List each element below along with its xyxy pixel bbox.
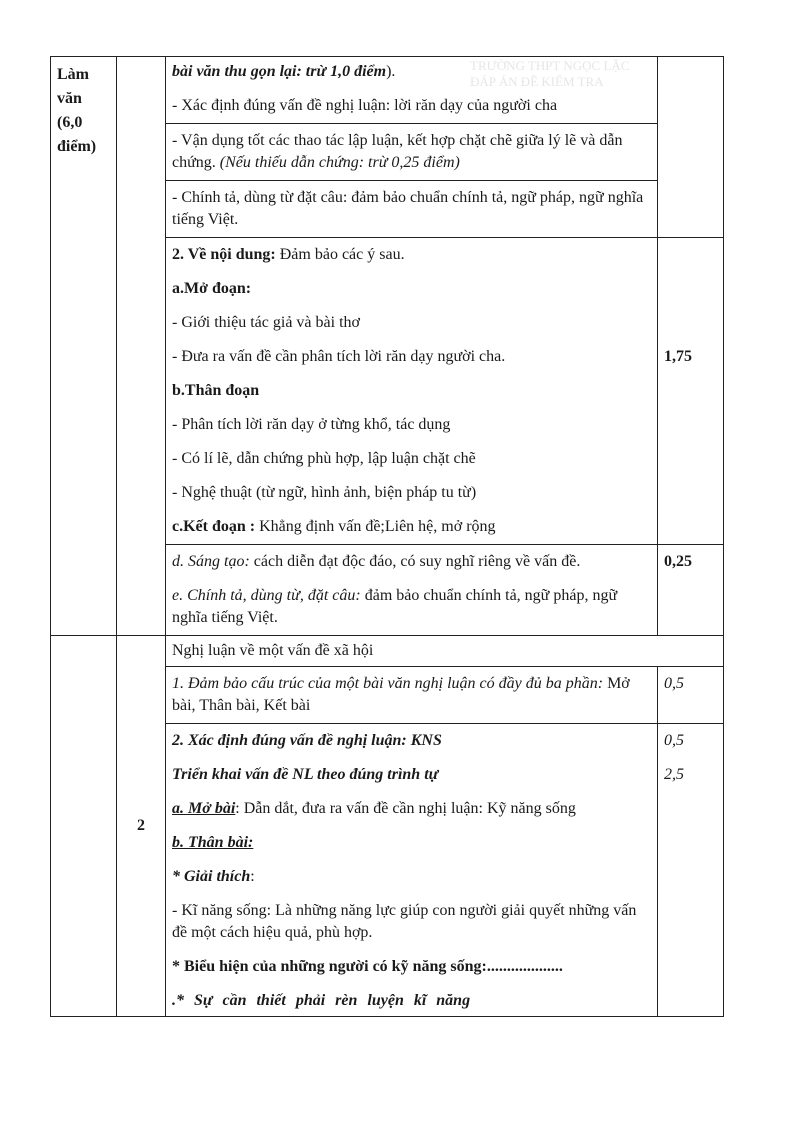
deduction-note: bài văn thu gọn lại: trừ 1,0 điểm	[172, 63, 387, 80]
content-cell	[166, 636, 724, 667]
table-row	[51, 57, 724, 124]
subheading: b. Thân bài:	[172, 834, 254, 851]
content-cell	[166, 238, 658, 545]
section-label-cell	[51, 636, 117, 1017]
subheading: * Biểu hiện của những người có kỹ năng sống:...................	[172, 958, 563, 975]
section-label: Làm văn (6,0 điểm)	[57, 66, 97, 155]
list-item: - Đưa ra vấn đề cần phân tích lời răn dạy người cha.	[172, 348, 506, 365]
content-cell	[166, 124, 658, 181]
score-cell	[658, 238, 724, 545]
criterion-item: Triển khai vấn đề NL theo đúng trình tự	[172, 766, 439, 783]
criterion-item: 1. Đảm bảo cấu trúc của một bài văn nghị luận có đầy đủ ba phần: Mở bài, Thân bài, Kết bài	[172, 675, 630, 714]
content-cell: bài văn thu gọn lại: trừ 1,0 điểm). - Xác định đúng vấn đề nghị luận: lời răn dạy của người cha	[166, 57, 658, 124]
question-title: Nghị luận về một vấn đề xã hội	[172, 642, 374, 659]
score-value: 1,75	[664, 348, 692, 365]
question-number-cell	[117, 57, 166, 636]
question-number: 2	[117, 636, 166, 1017]
list-item: - Nghệ thuật (từ ngữ, hình ảnh, biện pháp tu từ)	[172, 484, 477, 501]
list-item: c.Kết đoạn : Khẳng định vấn đề;Liên hệ, mở rộng	[172, 518, 496, 535]
score-value: 0,5	[664, 732, 684, 749]
content-cell	[166, 724, 658, 1017]
table-row	[51, 636, 724, 667]
content-cell	[166, 181, 658, 238]
criterion-item: 2. Xác định đúng vấn đề nghị luận: KNS	[172, 732, 442, 749]
grading-table	[50, 56, 724, 1017]
section-label-cell	[51, 57, 117, 636]
list-item: - Phân tích lời răn dạy ở từng khổ, tác dụng	[172, 416, 451, 433]
subheading: a.Mở đoạn:	[172, 280, 252, 297]
list-item: - Kĩ năng sống: Là những năng lực giúp con người giải quyết những vấn đề một cách hiệu quả, phù hợp.	[172, 902, 637, 941]
list-item: - Có lí lẽ, dẫn chứng phù hợp, lập luận chặt chẽ	[172, 450, 476, 467]
bleed-through-text: TRƯỜNG THPT NGỌC LẶC	[470, 58, 630, 73]
score-value: 0,5	[664, 675, 684, 692]
criterion-item: e. Chính tả, dùng từ, đặt câu: đảm bảo chuẩn chính tả, ngữ pháp, ngữ nghĩa tiếng Việt.	[172, 587, 618, 626]
criterion-item: - Vận dụng tốt các thao tác lập luận, kết hợp chặt chẽ giữa lý lẽ và dẫn chứng. (Nếu thiếu dẫn chứng: trừ 0,25 điểm)	[172, 132, 623, 171]
score-cell	[658, 545, 724, 636]
criterion-item: - Chính tả, dùng từ đặt câu: đảm bảo chuẩn chính tả, ngữ pháp, ngữ nghĩa tiếng Việt.	[172, 189, 644, 228]
content-cell	[166, 545, 658, 636]
criterion-item: - Xác định đúng vấn đề nghị luận: lời răn dạy của người cha	[172, 97, 558, 114]
criterion-item: d. Sáng tạo: cách diễn đạt độc đáo, có suy nghĩ riêng về vấn đề.	[172, 553, 581, 570]
content-cell	[166, 667, 658, 724]
score-value: 2,5	[664, 766, 684, 783]
subheading: b.Thân đoạn	[172, 382, 260, 399]
score-cell	[658, 667, 724, 724]
list-item: - Giới thiệu tác giả và bài thơ	[172, 314, 360, 331]
list-item: a. Mở bài: Dẫn dắt, đưa ra vấn đề cần nghị luận: Kỹ năng sống	[172, 800, 576, 817]
score-cell	[658, 57, 724, 238]
content-heading: 2. Về nội dung: Đảm bảo các ý sau.	[172, 246, 405, 263]
bleed-through-text: ĐÁP ÁN ĐỀ KIỂM TRA	[470, 74, 604, 89]
subheading: .* Sự cần thiết phải rèn luyện kĩ năng	[172, 992, 471, 1009]
subheading: * Giải thích:	[172, 868, 255, 885]
score-value: 0,25	[664, 553, 692, 570]
score-cell	[658, 724, 724, 1017]
